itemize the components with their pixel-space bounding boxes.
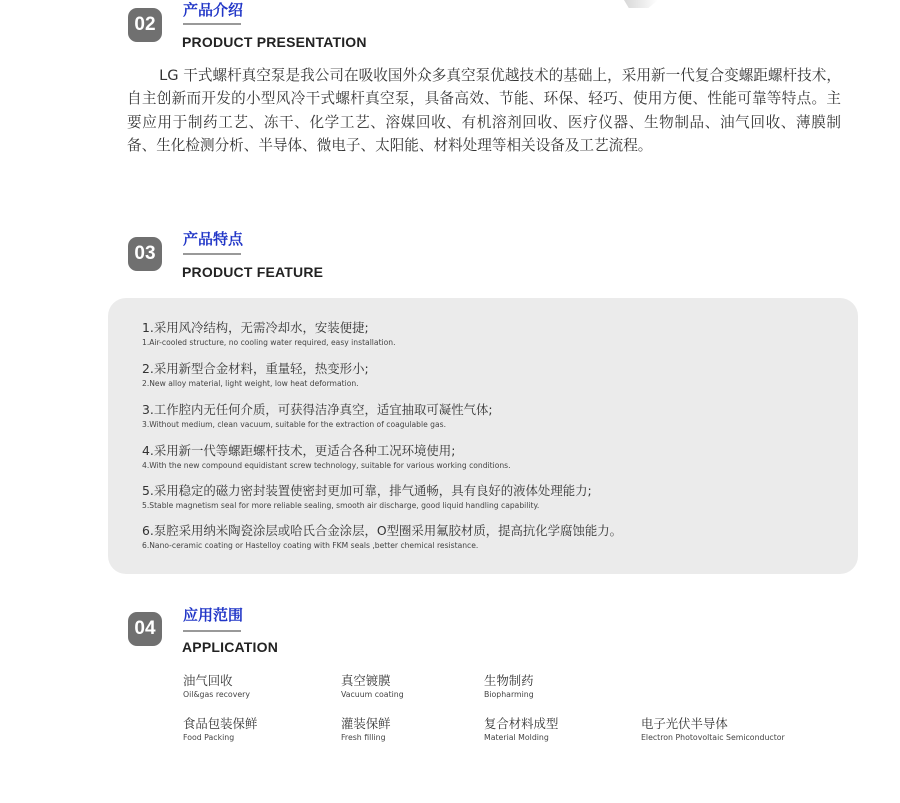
section-title-cn: 应用范围 [183, 606, 244, 624]
application-name-en: Oil&gas recovery [183, 690, 250, 699]
feature-item [142, 483, 842, 511]
application-name-en: Biopharming [484, 690, 534, 699]
feature-panel [108, 298, 858, 574]
feature-text-en: 1.Air-cooled structure, no cooling water required, easy installation. [142, 338, 396, 347]
feature-text-cn: 6.泵腔采用纳米陶瓷涂层或哈氏合金涂层，O型圈采用氟胶材质，提高抗化学腐蚀能力。 [142, 523, 623, 538]
feature-item [142, 402, 842, 430]
intro-paragraph: LG 干式螺杆真空泵是我公司在吸收国外众多真空泵优越技术的基础上，采用新一代复合变螺距螺杆技术，自主创新而开发的小型风冷干式螺杆真空泵，具备高效、节能、环保、轻巧、使用方便、性能可靠等特点。主要应用于制药工艺、冻干、化学工艺、溶媒回收、有机溶剂回收、医疗仪器、生物制品、油气回收、薄膜制备、生化检测分析、半导体、微电子、太阳能、材料处理等相关设备及工艺流程。 [127, 67, 841, 155]
application-name-cn: 电子光伏半导体 [641, 716, 728, 731]
application-name-cn: 油气回收 [183, 673, 233, 688]
application-name-en: Fresh filling [341, 733, 386, 742]
application-name-cn: 食品包装保鲜 [183, 716, 258, 731]
title-divider [183, 23, 241, 25]
feature-text-en: 5.Stable magnetism seal for more reliable sealing, smooth air discharge, good liquid handling capability. [142, 501, 540, 510]
application-name-en: Electron Photovoltaic Semiconductor [641, 733, 785, 742]
section-number-badge: 03 [128, 237, 162, 271]
title-divider [183, 253, 241, 255]
section-title-cn: 产品特点 [183, 230, 244, 248]
application-name-cn: 复合材料成型 [484, 716, 559, 731]
feature-item [142, 523, 842, 551]
feature-text-cn: 1.采用风冷结构，无需冷却水，安装便捷; [142, 320, 369, 335]
product-image-fragment [624, 0, 658, 8]
application-name-cn: 真空镀膜 [341, 673, 391, 688]
application-name-cn: 灌装保鲜 [341, 716, 391, 731]
feature-text-en: 4.With the new compound equidistant screw technology, suitable for various working conditions. [142, 461, 511, 470]
application-item [183, 673, 250, 700]
section-number-badge: 04 [128, 612, 162, 646]
section-title-en: PRODUCT PRESENTATION [182, 34, 367, 50]
section-number-badge: 02 [128, 8, 162, 42]
section-title-en: PRODUCT FEATURE [182, 264, 324, 280]
feature-text-en: 2.New alloy material, light weight, low heat deformation. [142, 379, 359, 388]
application-item [484, 716, 558, 743]
feature-text-en: 3.Without medium, clean vacuum, suitable for the extraction of coagulable gas. [142, 420, 447, 429]
application-item [341, 716, 391, 743]
feature-text-cn: 5.采用稳定的磁力密封装置使密封更加可靠，排气通畅，具有良好的液体处理能力; [142, 483, 592, 498]
title-divider [183, 630, 241, 632]
feature-item [142, 320, 842, 348]
section-title-cn: 产品介绍 [183, 1, 244, 19]
application-name-en: Food Packing [183, 733, 235, 742]
feature-text-en: 6.Nano-ceramic coating or Hastelloy coating with FKM seals ,better chemical resistance. [142, 541, 479, 550]
application-name-en: Material Molding [484, 733, 549, 742]
application-item [484, 673, 534, 700]
section-title-en: APPLICATION [182, 639, 279, 655]
application-item [183, 716, 257, 743]
feature-item [142, 361, 842, 389]
feature-text-cn: 2.采用新型合金材料，重量轻，热变形小; [142, 361, 369, 376]
feature-text-cn: 3.工作腔内无任何介质，可获得洁净真空，适宜抽取可凝性气体; [142, 402, 493, 417]
application-item [641, 716, 785, 743]
feature-text-cn: 4.采用新一代等螺距螺杆技术，更适合各种工况环境使用; [142, 443, 456, 458]
application-name-en: Vacuum coating [341, 690, 404, 699]
application-item [341, 673, 404, 700]
application-name-cn: 生物制药 [484, 673, 534, 688]
feature-item [142, 443, 842, 471]
